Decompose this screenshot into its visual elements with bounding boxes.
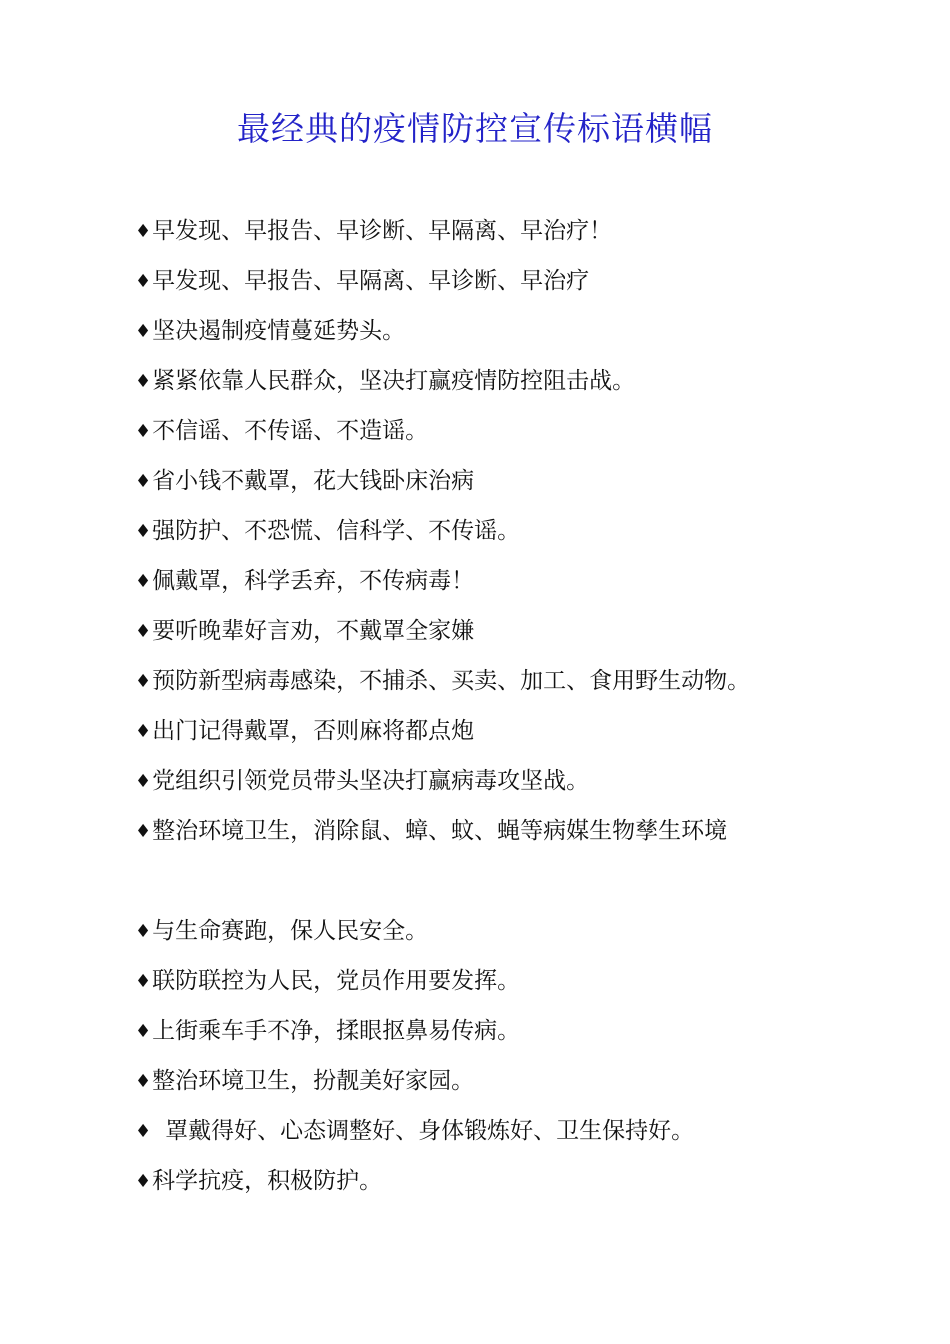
diamond-bullet-icon: ♦: [135, 221, 152, 242]
slogan-text: 整治环境卫生，消除鼠、蟑、蚊、蝇等病媒生物孳生环境: [152, 818, 728, 844]
diamond-bullet-icon: ♦: [135, 621, 152, 642]
slogan-item: [135, 806, 755, 906]
slogan-text: 紧紧依靠人民群众，坚决打赢疫情防控阻击战。: [152, 368, 636, 394]
slogan-text: 预防新型病毒感染，不捕杀、买卖、加工、食用野生动物。: [152, 668, 751, 694]
slogan-text: 早发现、早报告、早隔离、早诊断、早治疗: [152, 268, 590, 294]
slogan-item: [135, 1056, 795, 1106]
slogan-text: 与生命赛跑，保人民安全。: [152, 918, 429, 944]
slogan-list: [135, 206, 795, 1206]
diamond-bullet-icon: ♦: [135, 1121, 152, 1142]
slogan-item: [135, 1106, 795, 1156]
slogan-text: 佩戴罩，科学丢弃，不传病毒！: [152, 568, 475, 594]
slogan-text: 联防联控为人民，党员作用要发挥。: [152, 968, 521, 994]
slogan-text: 不信谣、不传谣、不造谣。: [152, 418, 429, 444]
slogan-item: [135, 606, 795, 656]
slogan-text: 罩戴得好、心态调整好、身体锻炼好、卫生保持好。: [165, 1118, 695, 1144]
slogan-item: [135, 406, 795, 456]
slogan-text: 整治环境卫生，扮靓美好家园。: [152, 1068, 475, 1094]
diamond-bullet-icon: ♦: [135, 421, 152, 442]
slogan-item: [135, 506, 795, 556]
diamond-bullet-icon: ♦: [135, 471, 152, 492]
slogan-item: [135, 756, 795, 806]
slogan-item: [135, 206, 795, 256]
slogan-item: [135, 706, 795, 756]
diamond-bullet-icon: ♦: [135, 1021, 152, 1042]
slogan-item: [135, 456, 795, 506]
diamond-bullet-icon: ♦: [135, 771, 152, 792]
diamond-bullet-icon: ♦: [135, 1171, 152, 1192]
diamond-bullet-icon: ♦: [135, 1071, 152, 1092]
diamond-bullet-icon: ♦: [135, 821, 152, 842]
diamond-bullet-icon: ♦: [135, 271, 152, 292]
slogan-text: 上街乘车手不净，揉眼抠鼻易传病。: [152, 1018, 521, 1044]
slogan-item: [135, 356, 795, 406]
diamond-bullet-icon: ♦: [135, 971, 152, 992]
slogan-text: 坚决遏制疫情蔓延势头。: [152, 318, 406, 344]
slogan-text: 出门记得戴罩，否则麻将都点炮: [152, 718, 475, 744]
slogan-text: 省小钱不戴罩，花大钱卧床治病: [152, 468, 475, 494]
slogan-item: [135, 906, 795, 956]
slogan-text: 要听晚辈好言劝，不戴罩全家嫌: [152, 618, 475, 644]
slogan-item: [135, 1156, 795, 1206]
slogan-item: [135, 306, 795, 356]
slogan-item: [135, 1006, 795, 1056]
diamond-bullet-icon: ♦: [135, 321, 152, 342]
diamond-bullet-icon: ♦: [135, 921, 152, 942]
diamond-bullet-icon: ♦: [135, 371, 152, 392]
slogan-item: [135, 256, 795, 306]
document-title: 最经典的疫情防控宣传标语横幅: [237, 109, 713, 148]
slogan-text: 党组织引领党员带头坚决打赢病毒攻坚战。: [152, 768, 590, 794]
diamond-bullet-icon: ♦: [135, 721, 152, 742]
diamond-bullet-icon: ♦: [135, 671, 152, 692]
slogan-item: [135, 656, 795, 706]
slogan-item: [135, 556, 795, 606]
slogan-text: 科学抗疫，积极防护。: [152, 1168, 383, 1194]
diamond-bullet-icon: ♦: [135, 521, 152, 542]
slogan-text: 早发现、早报告、早诊断、早隔离、早治疗！: [152, 218, 613, 244]
slogan-text: 强防护、不恐慌、信科学、不传谣。: [152, 518, 521, 544]
slogan-item: [135, 956, 795, 1006]
diamond-bullet-icon: ♦: [135, 571, 152, 592]
